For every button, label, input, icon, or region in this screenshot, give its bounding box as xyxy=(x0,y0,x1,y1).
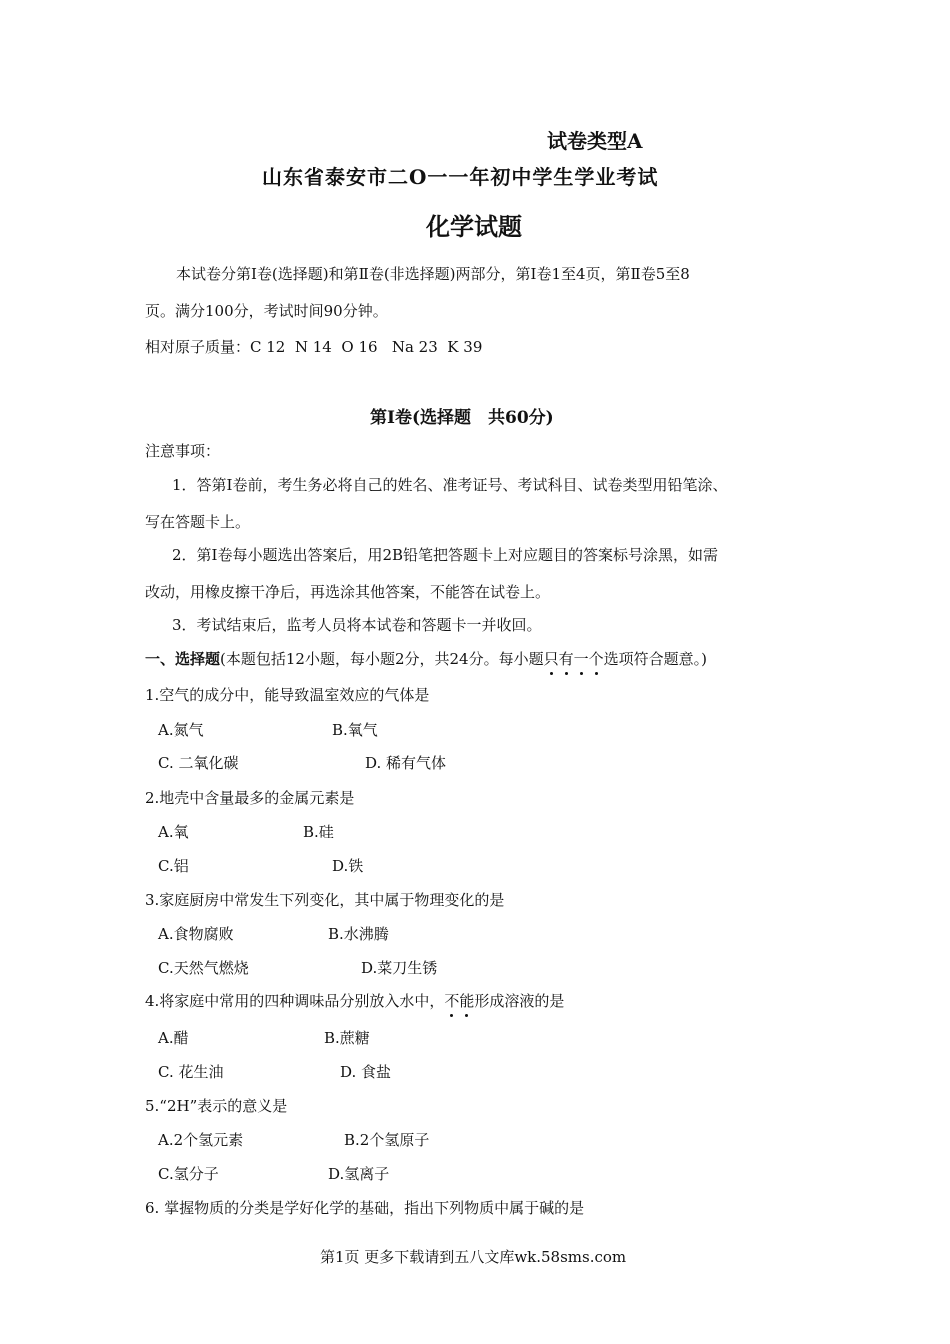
emphasis-char: 能 xyxy=(459,992,475,1010)
paper-type-label: 试卷类型A xyxy=(547,129,643,153)
question-2-option-c: C.铝 xyxy=(158,857,189,875)
emphasis-char: 有 xyxy=(558,650,574,668)
question-3-stem: 3.家庭厨房中常发生下列变化，其中属于物理变化的是 xyxy=(145,891,505,909)
question-5-option-c: C.氢分子 xyxy=(158,1165,219,1183)
question-4-option-d: D. 食盐 xyxy=(340,1063,392,1081)
emphasis-cannot xyxy=(444,992,474,1010)
note-3: 3．考试结束后，监考人员将本试卷和答题卡一并收回。 xyxy=(172,616,542,634)
question-1-option-b: B.氧气 xyxy=(332,721,378,739)
question-5-stem: 5.“2H”表示的意义是 xyxy=(145,1097,288,1115)
subject-title: 化学试题 xyxy=(426,212,522,241)
emphasis-only-one xyxy=(544,650,604,668)
part-one-instructions-end: 选项符合题意。) xyxy=(603,650,708,668)
question-1-option-c: C. 二氧化碳 xyxy=(158,754,239,772)
question-3-option-d: D.菜刀生锈 xyxy=(361,959,438,977)
question-4-option-b: B.蔗糖 xyxy=(324,1029,370,1047)
question-4-stem-start: 4.将家庭中常用的四种调味品分别放入水中， xyxy=(145,992,445,1010)
question-4-stem-end: 形成溶液的是 xyxy=(474,992,565,1010)
emphasis-char: 一 xyxy=(573,650,589,668)
section-title: 第Ⅰ卷(选择题 共60分) xyxy=(370,408,554,428)
intro-line-1: 本试卷分第Ⅰ卷(选择题)和第Ⅱ卷(非选择题)两部分，第Ⅰ卷1至4页，第Ⅱ卷5至8 xyxy=(176,265,690,283)
emphasis-char: 个 xyxy=(588,650,604,668)
question-5-option-d: D.氢离子 xyxy=(328,1165,390,1183)
question-2-option-b: B.硅 xyxy=(303,823,334,841)
note-2-line-1: 2．第Ⅰ卷每小题选出答案后，用2B铅笔把答题卡上对应题目的答案标号涂黑，如需 xyxy=(172,546,719,564)
note-2-line-2: 改动，用橡皮擦干净后，再选涂其他答案，不能答在试卷上。 xyxy=(145,583,551,601)
exam-title: 山东省泰安市二O一一年初中学生学业考试 xyxy=(262,165,659,189)
note-1-line-2: 写在答题卡上。 xyxy=(145,513,251,531)
question-2-option-d: D.铁 xyxy=(332,857,364,875)
atomic-mass-line: 相对原子质量：C 12 N 14 O 16 Na 23 K 39 xyxy=(145,338,483,356)
question-1-option-d: D. 稀有气体 xyxy=(365,754,447,772)
question-1-stem: 1.空气的成分中，能导致温室效应的气体是 xyxy=(145,686,430,704)
part-one-instructions: (本题包括12小题，每小题2分，共24分。每小题 xyxy=(220,650,544,668)
intro-line-2: 页。满分100分，考试时间90分钟。 xyxy=(145,302,388,320)
question-3-option-a: A.食物腐败 xyxy=(158,925,234,943)
question-5-option-a: A.2个氢元素 xyxy=(158,1131,244,1149)
question-4-option-a: A.醋 xyxy=(158,1029,189,1047)
question-3-option-b: B.水沸腾 xyxy=(328,925,389,943)
question-2-stem: 2.地壳中含量最多的金属元素是 xyxy=(145,789,355,807)
emphasis-char: 不 xyxy=(444,992,460,1010)
question-3-option-c: C.天然气燃烧 xyxy=(158,959,249,977)
question-4-option-c: C. 花生油 xyxy=(158,1063,224,1081)
emphasis-char: 只 xyxy=(543,650,559,668)
part-one-heading xyxy=(145,648,707,669)
notes-heading: 注意事项： xyxy=(145,442,221,460)
question-1-option-a: A.氮气 xyxy=(158,721,204,739)
question-6-stem: 6. 掌握物质的分类是学好化学的基础，指出下列物质中属于碱的是 xyxy=(145,1199,585,1217)
part-one-label: 一、选择题 xyxy=(145,650,221,668)
page-footer: 第1页 更多下载请到五八文库wk.58sms.com xyxy=(320,1248,627,1266)
question-2-option-a: A.氧 xyxy=(158,823,189,841)
question-4-stem xyxy=(145,990,564,1011)
question-5-option-b: B.2个氢原子 xyxy=(344,1131,430,1149)
note-1-line-1: 1．答第Ⅰ卷前，考生务必将自己的姓名、准考证号、考试科目、试卷类型用铅笔涂、 xyxy=(172,476,728,494)
